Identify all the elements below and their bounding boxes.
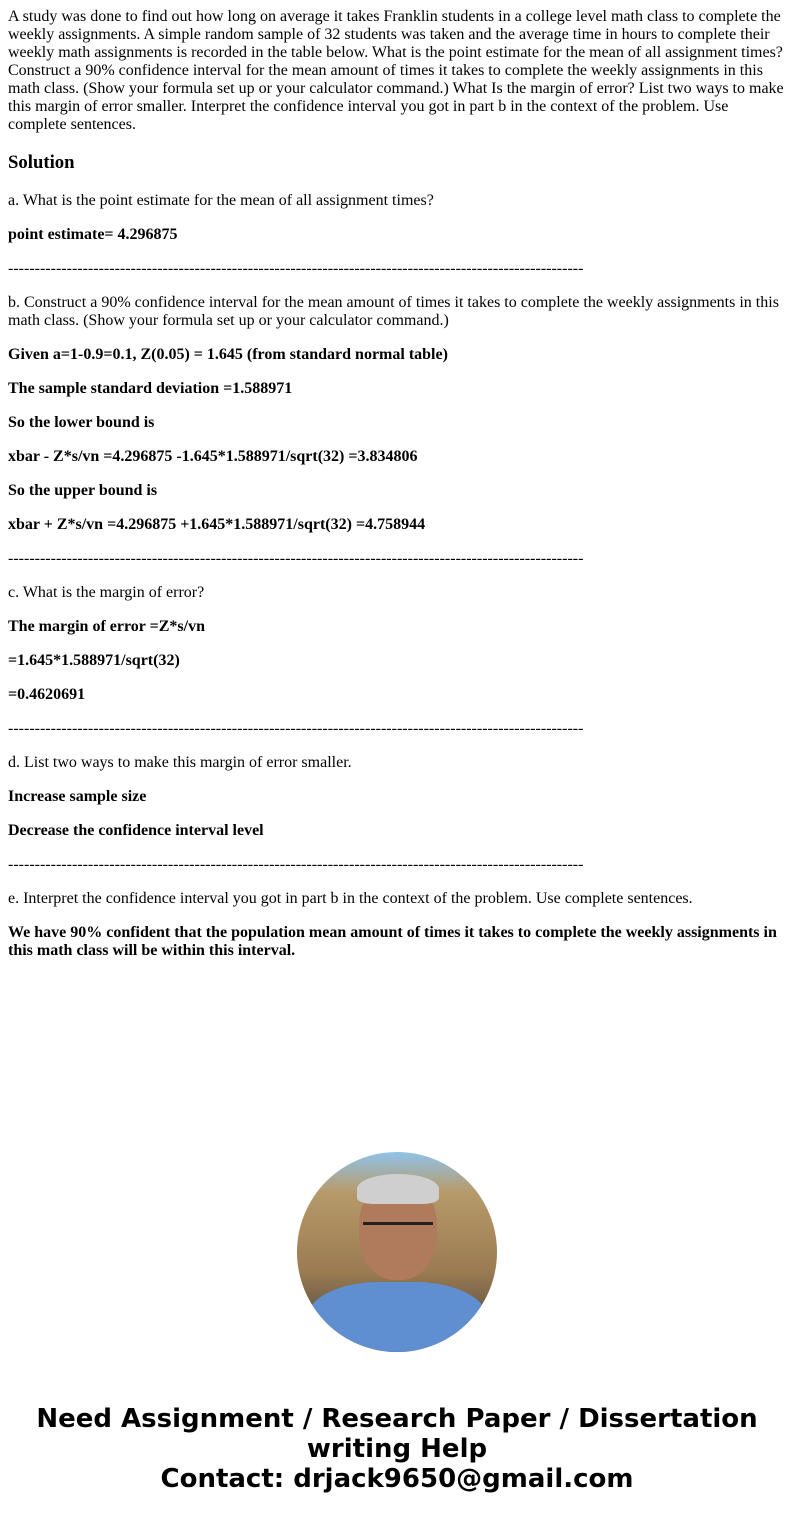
- divider: ------------------------------------------------------------------------------------------------------------: [8, 550, 584, 567]
- divider: ------------------------------------------------------------------------------------------------------------: [8, 856, 584, 873]
- footer-line-1: Need Assignment / Research Paper / Dissertation writing Help: [36, 1404, 758, 1464]
- avatar-hair: [357, 1174, 439, 1204]
- part-b-line: Given a=1-0.9=0.1, Z(0.05) = 1.645 (from standard normal table): [8, 346, 448, 363]
- author-avatar: [297, 1152, 497, 1352]
- part-c-line: =1.645*1.588971/sqrt(32): [8, 652, 180, 669]
- part-b-line: The sample standard deviation =1.588971: [8, 380, 293, 397]
- part-c-line: =0.4620691: [8, 686, 86, 703]
- part-d-line: Decrease the confidence interval level: [8, 822, 264, 839]
- part-b-line: So the upper bound is: [8, 482, 158, 499]
- contact-footer: [8, 1404, 786, 1494]
- avatar-glasses: [363, 1222, 433, 1241]
- solution-heading: Solution: [8, 152, 75, 173]
- part-a-question: a. What is the point estimate for the mean of all assignment times?: [8, 192, 434, 209]
- part-b-line: xbar - Z*s/vn =4.296875 -1.645*1.588971/sqrt(32) =3.834806: [8, 448, 418, 465]
- part-b-line: So the lower bound is: [8, 414, 155, 431]
- part-c-line: The margin of error =Z*s/vn: [8, 618, 205, 635]
- question-text: A study was done to find out how long on average it takes Franklin students in a college level math class to complete the weekly assignments. A simple random sample of 32 students was taken and the average time in hours to complete their weekly math assignments is recorded in the table below. What is the point estimate for the mean of all assignment times? Construct a 90% confidence interval for the mean amount of times it takes to complete the weekly assignments in this math class. (Show your formula set up or your calculator command.) What Is the margin of error? List two ways to make this margin of error smaller. Interpret the confidence interval you got in part b in the context of the problem. Use complete sentences.: [8, 8, 784, 133]
- part-b-line: xbar + Z*s/vn =4.296875 +1.645*1.588971/sqrt(32) =4.758944: [8, 516, 426, 533]
- part-e-question: e. Interpret the confidence interval you got in part b in the context of the problem. Use complete sentences.: [8, 890, 693, 907]
- footer-line-2: Contact: drjack9650@gmail.com: [160, 1464, 634, 1494]
- part-d-line: Increase sample size: [8, 788, 147, 805]
- part-e-answer: We have 90% confident that the population mean amount of times it takes to complete the weekly assignments in this math class will be within this interval.: [8, 924, 777, 959]
- divider: ------------------------------------------------------------------------------------------------------------: [8, 720, 584, 737]
- part-d-question: d. List two ways to make this margin of error smaller.: [8, 754, 352, 771]
- part-b-question: b. Construct a 90% confidence interval for the mean amount of times it takes to complete the weekly assignments in this math class. (Show your formula set up or your calculator command.): [8, 294, 779, 329]
- avatar-shirt: [307, 1282, 487, 1352]
- divider: ------------------------------------------------------------------------------------------------------------: [8, 260, 584, 277]
- part-c-question: c. What is the margin of error?: [8, 584, 205, 601]
- part-a-answer: point estimate= 4.296875: [8, 226, 178, 243]
